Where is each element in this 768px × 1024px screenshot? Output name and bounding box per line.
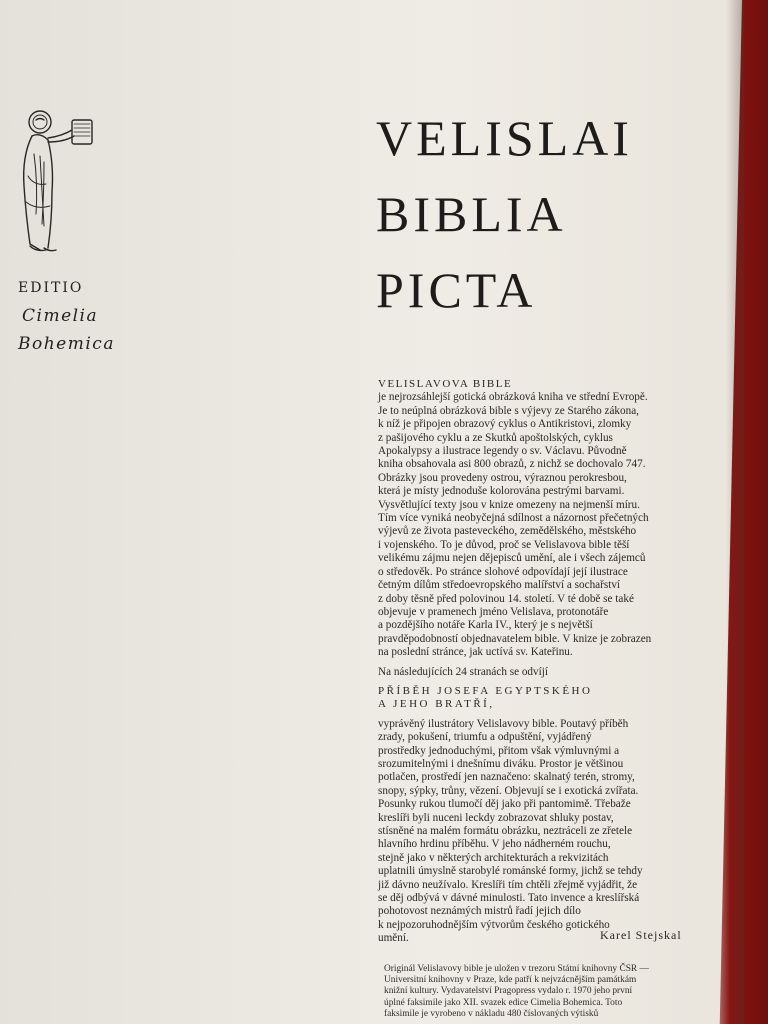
text-line: výjevů ze života pasteveckého, zemědělského, městského [378,525,637,538]
text-line: je nejrozsáhlejší gotická obrázková kniha ve střední Evropě. [378,391,648,404]
text-line: Je to neúplná obrázková bible s výjevy ze Starého zákona, [378,404,639,417]
text-line: která je místy jednoduše kolorována pestrými barvami. [378,485,625,498]
text-line: Vysvětlující texty jsou v knize omezeny na nejmenší míru. [378,498,640,511]
author-signature: Karel Stejskal [600,928,682,942]
text-line: Tím více vyniká neobyčejná sdílnost a názornost přečetných [378,512,649,525]
text-line: uplatnili úmyslně starobylé románské formy, jichž se tehdy [378,865,643,878]
title-line: BIBLIA [376,186,567,242]
story-heading: PŘÍBĚH JOSEFA EGYPTSKÉHO [378,684,593,697]
text-line: z pašijového cyklu a ze Skutků apoštolských, cyklus [378,431,613,444]
text-line: kniha obsahovala asi 800 obrazů, z nichž se dochovalo 747. [378,458,646,471]
footnote-line: knižní kultury. Vydavatelství Pragopress vydalo r. 1970 jeho první [384,986,633,997]
text-line: Posunky rukou tlumočí děj jako při pantomimě. Třebaže [378,798,631,811]
footnote-line: Originál Velislavovy bible je uložen v trezoru Státní knihovny ČSR — [384,964,649,974]
text-line: stejně jako v některých architekturách a rekvizitách [378,851,609,864]
text-line: na poslední stránce, jak uctívá sv. Kateřinu. [378,646,573,659]
text-line: umění. [378,932,409,945]
text-line: srozumitelnými i dnešnímu diváku. Prostor je většinou [378,757,624,770]
text-line: pravděpodobností objednavatelem bible. V knize je zobrazen [378,632,652,645]
text-line: snopy, sýpky, trůny, vězení. Objevují se i exotická zvířata. [378,784,639,797]
text-line: zrady, pokušení, triumfu a odpuštění, vyjádřený [378,731,592,744]
text-line: z doby těsně před polovinou 14. století. V té době se také [378,592,634,605]
text-line: již dávno neužívalo. Kreslíři tím chtěli zřejmě vyjádřit, že [378,878,638,891]
edition-imprint [18,280,158,362]
scribe-figure-logo [18,106,100,258]
text-line: Apokalypsy a ilustrace legendy o sv. Václavu. Původně [378,445,627,458]
text-line: pohotovost neznámých mistrů řadí jejich dílo [378,905,581,918]
text-line: se děj odbývá v dávné minulosti. Tato invence a kreslířská [378,892,640,905]
text-line: k níž je připojen obrazový cyklus o Antikristovi, zlomky [378,418,632,431]
paragraph-2 [378,718,718,946]
bohemica-label: Bohemica [18,334,115,354]
text-line: stísněné na malém formátu obrázku, neztráceli ze zřetele [378,825,633,837]
section-heading: VELISLAVOVA BIBLE [378,378,513,390]
text-line: prostředky jednoduchými, přitom však výmluvnými a [378,744,620,757]
footnote-line: Universitní knihovny v Praze, kde patří k nejvzácnějším památkám [384,975,637,986]
book-title [376,100,633,328]
text-line: a pozdějšího notáře Karla IV., který je s největší [378,619,593,632]
text-line: o středověk. Po stránce slohové odpovídají její ilustrace [378,565,628,578]
text-line: hlavního hrdinu příběhu. V jeho nádherném rouchu, [378,838,611,851]
text-line: velikému zájmu nejen dějepisců umění, ale i všech zájemců [378,552,646,565]
footnote-line: faksimile je vyrobeno v nákladu 480 číslovaných výtisků [384,1008,599,1019]
text-line: kreslíři byli nuceni leckdy zobrazovat shluky postav, [378,811,614,824]
text-line: četným dílům středoevropského malířství a sochařství [378,579,621,592]
text-line: potlačen, prostředí jen naznačeno: skalnatý terén, stromy, [378,771,635,784]
footnote-line: úplné faksimile jako XII. svazek edice Cimelia Bohemica. Toto [384,997,623,1008]
text-line: i vojenského. To je důvod, proč se Velislavova bible těší [378,538,630,551]
description-text [378,378,718,946]
editio-label: EDITIO [18,280,84,296]
story-heading: A JEHO BRATŘÍ, [378,698,495,711]
text-line: objevuje v pramenech jméno Velislava, protonotáře [378,605,609,618]
title-line: PICTA [376,262,537,318]
colophon-note [384,964,714,1020]
text-line: k nejpozoruhodnějším výtvorům českého gotického [378,918,610,931]
text-line: vyprávěný ilustrátory Velislavovy bible. Poutavý příběh [378,717,629,730]
cimelia-label: Cimelia [22,306,99,326]
sheet-edge-shadow [726,0,744,1024]
text-line: Obrázky jsou provedeny ostrou, výraznou perokresbou, [378,471,627,484]
paragraph-1 [378,391,718,659]
intro-line: Na následujících 24 stranách se odvíjí [378,665,548,678]
title-line: VELISLAI [376,110,633,166]
